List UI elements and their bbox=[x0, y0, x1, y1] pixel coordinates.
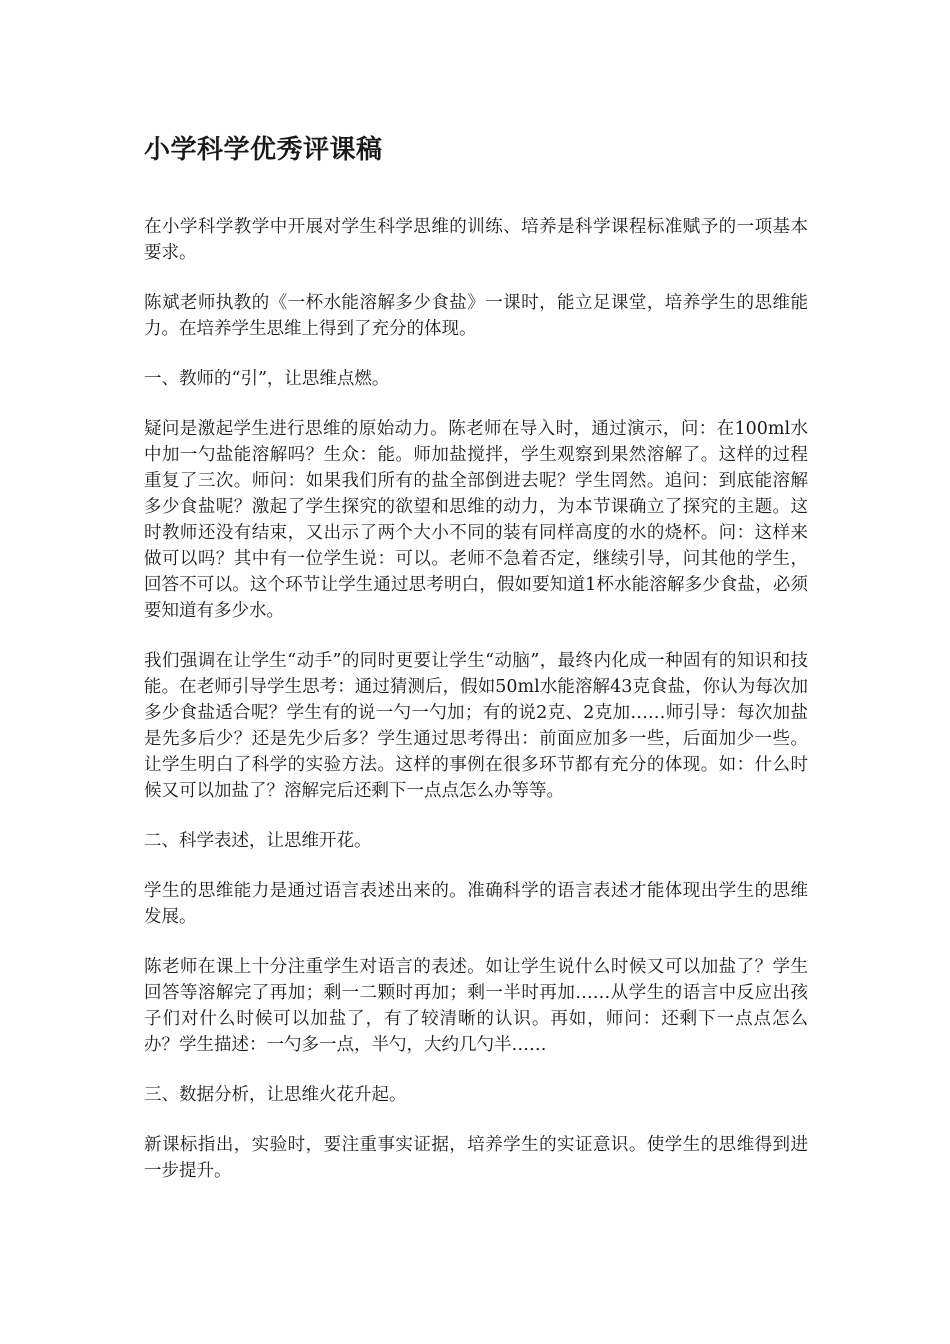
paragraph-section-2-b: 陈老师在课上十分注重学生对语言的表述。如让学生说什么时候又可以加盐了？学生回答等溶解完了再加；剩一二颗时再加；剩一半时再加……从学生的语言中反应出孩子们对什么时候可以加盐了，有了较清晰的认识。再如，师问：还剩下一点点怎么办？学生描述：一勺多一点，半勺，大约几勺半…… bbox=[144, 957, 808, 1055]
paragraph-section-1-a: 疑问是激起学生进行思维的原始动力。陈老师在导入时，通过演示，问：在100ml水中加一勺盐能溶解吗？生众：能。师加盐搅拌，学生观察到果然溶解了。这样的过程重复了三次。师问：如果我们所有的盐全部倒进去呢？学生罔然。追问：到底能溶解多少食盐呢？激起了学生探究的欲望和思维的动力，为本节课确立了探究的主题。这时教师还没有结束，又出示了两个大小不同的装有同样高度的水的烧杯。问：这样来做可以吗？其中有一位学生说：可以。老师不急着否定，继续引导，问其他的学生，回答不可以。这个环节让学生通过思考明白，假如要知道1杯水能溶解多少食盐，必须要知道有多少水。 bbox=[144, 419, 808, 621]
section-heading-1: 一、教师的“引”，让思维点燃。 bbox=[144, 369, 390, 389]
section-heading-2: 二、科学表述，让思维开花。 bbox=[144, 831, 372, 851]
paragraph-section-1-b: 我们强调在让学生“动手”的同时更要让学生“动脑”，最终内化成一种固有的知识和技能。在老师引导学生思考：通过猜测后，假如50ml水能溶解43克食盐，你认为每次加多少食盐适合呢？学生有的说一勺一勺加；有的说2克、2克加……师引导：每次加盐是先多后少？还是先少后多？学生通过思考得出：前面应加多一些，后面加少一些。让学生明白了科学的实验方法。这样的事例在很多环节都有充分的体现。如：什么时候又可以加盐了？溶解完后还剩下一点点怎么办等等。 bbox=[144, 651, 808, 801]
document-title: 小学科学优秀评课稿 bbox=[144, 135, 383, 165]
paragraph-section-3-a: 新课标指出，实验时，要注重事实证据，培养学生的实证意识。使学生的思维得到进一步提升。 bbox=[144, 1135, 808, 1181]
document-body bbox=[144, 130, 808, 1208]
paragraph-section-2-a: 学生的思维能力是通过语言表述出来的。准确科学的语言表述才能体现出学生的思维发展。 bbox=[144, 881, 808, 927]
paragraph-lesson-overview: 陈斌老师执教的《一杯水能溶解多少食盐》一课时，能立足课堂，培养学生的思维能力。在培养学生思维上得到了充分的体现。 bbox=[144, 293, 808, 339]
section-heading-3: 三、数据分析，让思维火花升起。 bbox=[144, 1085, 407, 1105]
paragraph-intro: 在小学科学教学中开展对学生科学思维的训练、培养是科学课程标准赋予的一项基本要求。 bbox=[144, 217, 808, 263]
